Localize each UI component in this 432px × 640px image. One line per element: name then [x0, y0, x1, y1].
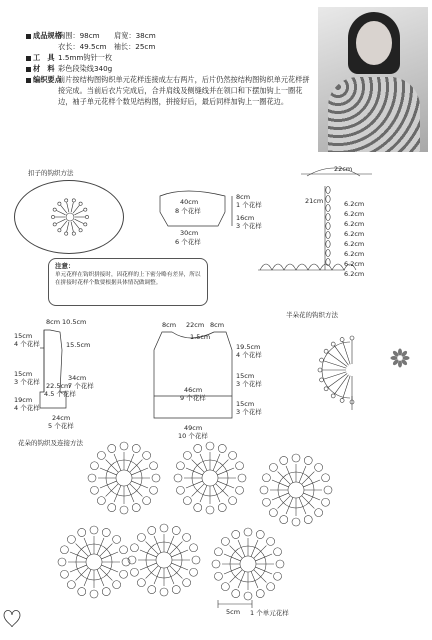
spec-row: 材 料 彩色段染线340g: [26, 63, 316, 74]
flower-joining-chart: [58, 442, 332, 600]
back-schematic: [154, 332, 232, 418]
note-box: 注意： 单元花样在钩织拼接时，因花样的上下密分略有差异，所以在拼接时花样个数要根据具体情况做调整。: [48, 258, 208, 306]
scale-bar: [218, 600, 252, 608]
flower-section-title: 花朵的钩织及连接方法: [18, 439, 83, 447]
heart-corner-icon: [4, 611, 20, 628]
half-flower-chart: [318, 336, 354, 410]
spec-row: 编织要点 前片按结构图钩织单元花样连接成左右两片，后片仍然按结构图钩织单元花样拼接完成。当前后衣片完成后，合并肩线及侧缝线并在领口和下摆加钩上一圈花边，袖子单元花样个数见结构图，拼接好后，最后同样加钩上一圈花边。: [26, 74, 316, 107]
spec-row: 工 具 1.5mm钩针一枚: [26, 52, 316, 63]
button-chart: [51, 199, 88, 235]
spec-row: 衣长：49.5cm 袖长：25cm: [58, 42, 156, 51]
button-section-title: 扣子的钩织方法: [28, 169, 74, 177]
flower-motif-icon: [391, 349, 410, 368]
half-flower-title: 半朵花的钩织方法: [286, 311, 338, 319]
spec-row: 成品规格 胸围：98cm 肩宽：38cm: [26, 30, 316, 41]
